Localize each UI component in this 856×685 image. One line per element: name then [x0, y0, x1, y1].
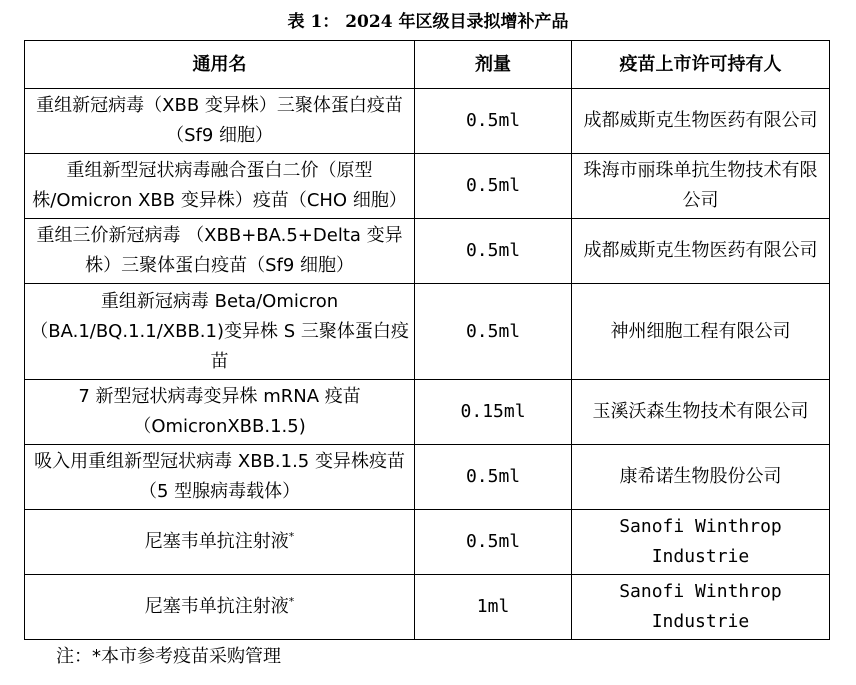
header-dose: 剂量	[415, 41, 572, 89]
cell-generic-name: 尼塞韦单抗注射液*	[25, 510, 415, 575]
cell-holder: 玉溪沃森生物技术有限公司	[571, 380, 829, 445]
table-row	[25, 510, 830, 575]
cell-dose: 1ml	[415, 575, 572, 640]
cell-generic-name: 重组新型冠状病毒融合蛋白二价（原型株/Omicron XBB 变异株）疫苗（CHO 细胞）	[25, 154, 415, 219]
cell-generic-name: 吸入用重组新型冠状病毒 XBB.1.5 变异株疫苗（5 型腺病毒载体）	[25, 445, 415, 510]
table-row	[25, 445, 830, 510]
cell-holder: 成都威斯克生物医药有限公司	[571, 219, 829, 284]
product-table	[24, 40, 830, 640]
cell-generic-name: 重组新冠病毒（XBB 变异株）三聚体蛋白疫苗（Sf9 细胞）	[25, 89, 415, 154]
cell-holder: 神州细胞工程有限公司	[571, 284, 829, 380]
header-holder: 疫苗上市许可持有人	[571, 41, 829, 89]
cell-holder: 康希诺生物股份公司	[571, 445, 829, 510]
cell-holder: Sanofi Winthrop Industrie	[571, 510, 829, 575]
cell-holder: 成都威斯克生物医药有限公司	[571, 89, 829, 154]
cell-dose: 0.15ml	[415, 380, 572, 445]
footnote: 注：*本市参考疫苗采购管理	[56, 646, 281, 667]
cell-dose: 0.5ml	[415, 510, 572, 575]
cell-holder: Sanofi Winthrop Industrie	[571, 575, 829, 640]
cell-holder: 珠海市丽珠单抗生物技术有限公司	[571, 154, 829, 219]
table-row	[25, 284, 830, 380]
cell-generic-name: 尼塞韦单抗注射液*	[25, 575, 415, 640]
table-row	[25, 89, 830, 154]
cell-generic-name: 重组三价新冠病毒 （XBB+BA.5+Delta 变异株）三聚体蛋白疫苗（Sf9 细胞）	[25, 219, 415, 284]
cell-generic-name: 7 新型冠状病毒变异株 mRNA 疫苗（OmicronXBB.1.5)	[25, 380, 415, 445]
cell-generic-name: 重组新冠病毒 Beta/Omicron（BA.1/BQ.1.1/XBB.1)变异株 S 三聚体蛋白疫苗	[25, 284, 415, 380]
cell-dose: 0.5ml	[415, 445, 572, 510]
cell-dose: 0.5ml	[415, 284, 572, 380]
cell-dose: 0.5ml	[415, 154, 572, 219]
header-generic-name: 通用名	[25, 41, 415, 89]
cell-dose: 0.5ml	[415, 219, 572, 284]
table-row	[25, 575, 830, 640]
table-row	[25, 219, 830, 284]
table-row	[25, 380, 830, 445]
table-header-row	[25, 41, 830, 89]
table-row	[25, 154, 830, 219]
cell-dose: 0.5ml	[415, 89, 572, 154]
table-title: 表 1： 2024 年区级目录拟增补产品	[287, 12, 569, 32]
